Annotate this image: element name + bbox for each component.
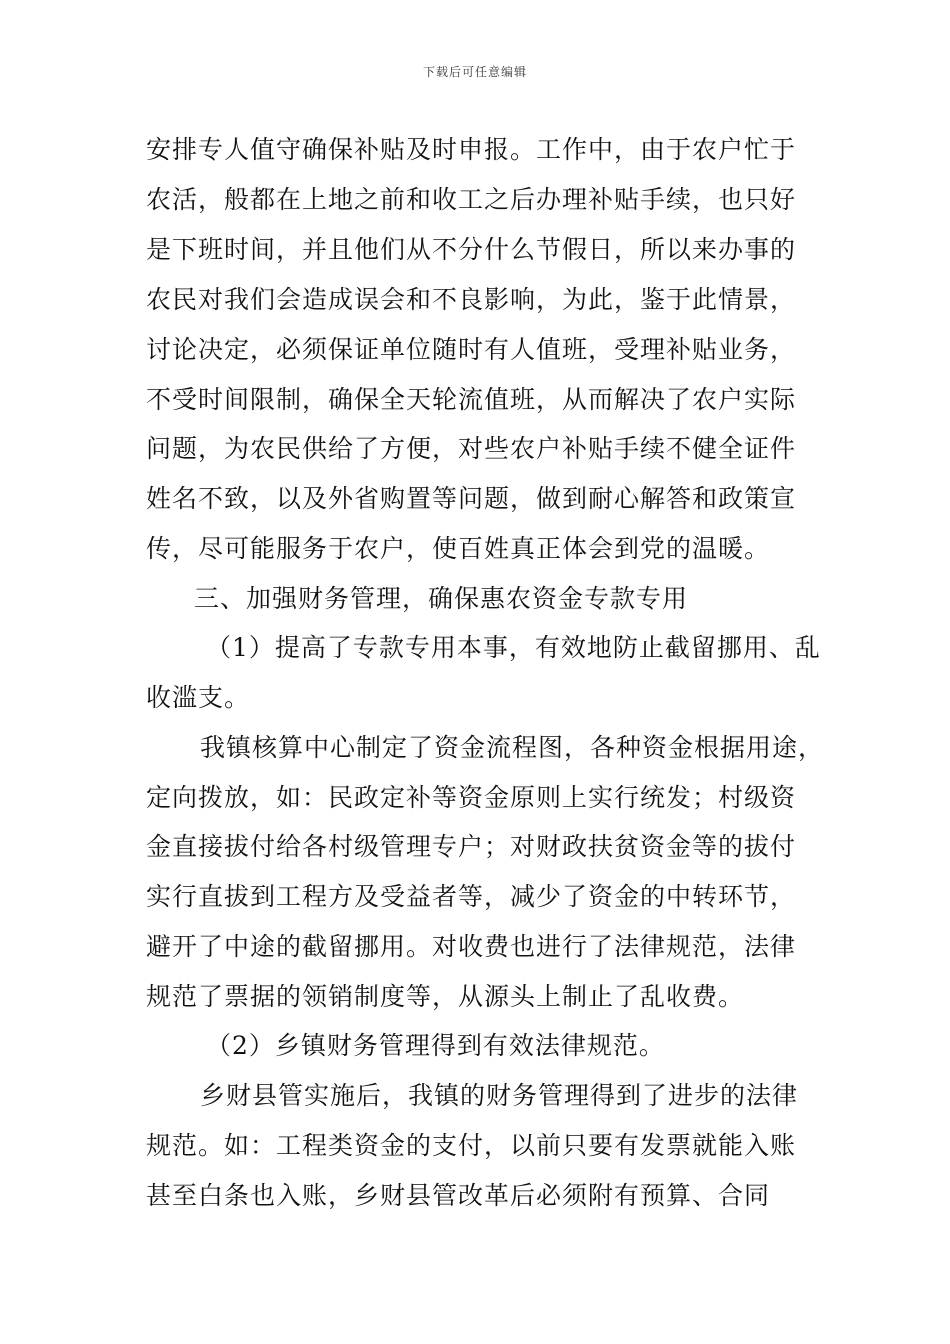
text-line: 农民对我们会造成误会和不良影响，为此，鉴于此情景， <box>146 285 797 314</box>
text-line: 我镇核算中心制定了资金流程图，各种资金根据用途， <box>200 733 825 762</box>
text-line: 规范。如：工程类资金的支付，以前只要有发票就能入账 <box>146 1131 797 1160</box>
text-line: 讨论决定，必须保证单位随时有人值班，受理补贴业务， <box>146 335 797 364</box>
text-line: 定向拨放，如：民政定补等资金原则上实行统发；村级资 <box>146 783 797 812</box>
text-line: 不受时间限制，确保全天轮流值班，从而解决了农户实际 <box>146 385 797 414</box>
text-line: 收滥支。 <box>146 683 251 712</box>
text-line: 农活，般都在上地之前和收工之后办理补贴手续，也只好 <box>146 185 797 214</box>
text-line: 传，尽可能服务于农户，使百姓真正体会到党的温暖。 <box>146 534 771 563</box>
text-line: 是下班时间，并且他们从不分什么节假日，所以来办事的 <box>146 235 797 264</box>
text-line: 问题，为农民供给了方便，对些农户补贴手续不健全证件 <box>146 434 797 463</box>
text-line: 实行直拔到工程方及受益者等，减少了资金的中转环节， <box>146 882 797 911</box>
text-line: 乡财县管实施后，我镇的财务管理得到了进步的法律 <box>200 1081 799 1110</box>
text-line: 安排专人值守确保补贴及时申报。工作中，由于农户忙于 <box>146 135 797 164</box>
page-header: 下载后可任意编辑 <box>422 65 527 79</box>
text-line: 避开了中途的截留挪用。对收费也进行了法律规范，法律 <box>146 932 797 961</box>
text-line: 金直接拔付给各村级管理专户；对财政扶贫资金等的拔付 <box>146 832 797 861</box>
section-heading: 三、加强财务管理，确保惠农资金专款专用 <box>194 584 689 613</box>
subsection-heading: （2）乡镇财务管理得到有效法律规范。 <box>206 1031 665 1060</box>
text-line: 规范了票据的领销制度等，从源头上制止了乱收费。 <box>146 982 745 1011</box>
text-line: 甚至白条也入账，乡财县管改革后必须附有预算、合同 <box>146 1181 771 1210</box>
text-line: 姓名不致，以及外省购置等问题，做到耐心解答和政策宣 <box>146 484 797 513</box>
subsection-heading: （1）提高了专款专用本事，有效地防止截留挪用、乱 <box>206 633 821 662</box>
